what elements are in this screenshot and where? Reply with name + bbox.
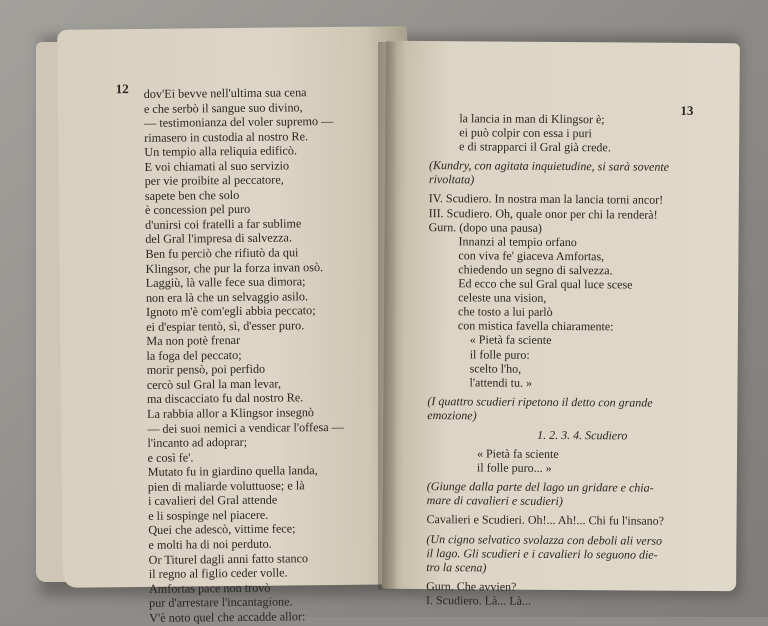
text-line: Laggiù, là valle fece sua dimora;: [145, 274, 306, 291]
open-book: [32, 22, 740, 625]
text-line: per vie proibite al peccatore,: [144, 172, 284, 189]
text-line: (I quattro scudieri ripetono il detto con grande: [427, 393, 653, 410]
quoted-refrain: [427, 446, 667, 476]
text-line: i cavalieri del Gral attende: [147, 492, 278, 509]
text-line: Innanzi al tempio orfano: [458, 234, 577, 249]
text-line: il folle puro:: [469, 346, 530, 362]
dialogue-lines: [426, 579, 666, 609]
text-line: Quei che adescò, vittime fece;: [148, 521, 296, 538]
text-line: dov'Ei bevve nell'ultima sua cena: [143, 85, 307, 101]
text-line: morir pensò, poi perfido: [146, 362, 266, 378]
text-line: la lancia in man di Klingsor è;: [459, 111, 605, 127]
stage-direction: [429, 158, 669, 188]
text-line: rivoltata): [428, 172, 475, 187]
right-page-number: 13: [680, 102, 694, 118]
speaker-heading: 1. 2. 3. 4. Scudiero: [537, 427, 628, 443]
right-page-text: [426, 111, 669, 609]
dialogue-lines: [429, 192, 669, 236]
text-line: e li sospinge nel piacere.: [148, 507, 269, 523]
text-line: Mutato fu in giardino quella landa,: [147, 463, 318, 480]
text-line: il folle puro... »: [476, 460, 552, 476]
text-line: d'unirsi coi fratelli a far sublime: [145, 216, 302, 232]
text-line: che tosto a lui parlò: [457, 304, 553, 320]
text-line: pur d'arrestare l'incantagione.: [149, 594, 293, 611]
text-line: non era là che un selvaggio asilo.: [145, 288, 309, 305]
text-line: tro la scena): [426, 559, 487, 575]
text-line: Un tempio alla reliquia edificò.: [144, 143, 298, 160]
text-line: (Un cigno selvatico svolazza con deboli ali verso: [426, 531, 663, 548]
text-line: e che serbò il sangue suo divino,: [143, 99, 303, 116]
book-gutter: [378, 42, 396, 590]
stage-direction: [426, 532, 666, 576]
text-line: scelto l'ho,: [469, 360, 522, 376]
text-line: è concession pel puro: [144, 202, 251, 218]
text-line: sapete ben che solo: [144, 187, 240, 203]
text-line: l'attendi tu. »: [469, 375, 533, 390]
text-line: la foga del peccato;: [146, 347, 242, 363]
stage-direction: [427, 394, 667, 424]
text-line: celeste una vision,: [458, 290, 547, 306]
text-line: E voi chiamati al suo servizio: [144, 158, 290, 174]
text-line: mare di cavalieri e scudieri): [426, 493, 563, 509]
text-line: Or Titurel dagli anni fatto stanco: [148, 550, 309, 567]
text-line: con viva fe' giaceva Amfortas,: [458, 248, 605, 264]
text-line: pien di maliarde voluttuose; e là: [147, 478, 305, 494]
text-line: (Kundry, con agitata inquietudine, si sarà sovente: [428, 158, 670, 175]
text-line: e così fe'.: [147, 450, 194, 465]
text-line: Klingsor, che pur la forza invan osò.: [145, 259, 324, 276]
text-line: chiedendo un segno di salvezza.: [458, 262, 613, 278]
text-line: Ignoto m'è com'egli abbia peccato;: [145, 303, 316, 320]
text-line: I. Scudiero. Là... Là...: [425, 592, 532, 608]
text-line: III. Scudiero. Oh, quale onor per chi la renderà!: [428, 205, 658, 222]
dialogue-line: Cavalieri e Scudieri. Oh!... Ah!... Chi fu l'insano?: [426, 512, 665, 529]
text-line: Gurn. (dopo una pausa): [428, 219, 542, 235]
verse-block: [428, 234, 669, 334]
text-line: del Gral l'impresa di salvezza.: [145, 230, 293, 247]
text-line: (Giunge dalla parte del lago un gridare e chia-: [426, 479, 654, 495]
text-line: e di strapparci il Gral già crede.: [459, 139, 611, 155]
text-line: Ma non potè frenar: [146, 333, 241, 349]
text-line: Ed ecco che sul Gral qual luce scese: [458, 276, 633, 292]
text-line: emozione): [427, 407, 477, 423]
right-page: [382, 41, 740, 608]
text-line: IV. Scudiero. In nostra man la lancia torni ancor!: [428, 191, 664, 208]
left-page-text: [144, 85, 346, 625]
stage-direction: [427, 479, 667, 509]
text-line: ei d'espiar tentò, sì, d'esser puro.: [146, 318, 305, 334]
text-line: Ben fu perciò che rifiutò da qui: [145, 245, 299, 261]
text-line: V'è noto quel che accadde allor:: [149, 608, 306, 625]
text-line: — testimonianza del voler supremo —: [143, 114, 334, 131]
text-line: ma discacciato fu dal nostro Re.: [146, 390, 304, 407]
verse-block: [429, 111, 669, 155]
text-line: e molti ha di noi perduto.: [148, 536, 272, 552]
text-line: La rabbia allor a Klingsor insegnò: [147, 405, 315, 421]
text-line: rimasero in custodia al nostro Re.: [144, 128, 309, 145]
quoted-vision: [427, 332, 667, 390]
left-page: [57, 26, 413, 625]
text-line: « Pietà fa sciente: [476, 446, 559, 462]
text-line: l'incanto ad adoprar;: [147, 435, 248, 451]
text-line: Amfortas pace non trovò: [148, 580, 271, 596]
text-line: « Pietà fa sciente: [469, 332, 552, 348]
text-line: Gurn. Che avvien?: [426, 578, 517, 594]
text-line: — dei suoi nemici a vendicar l'offesa —: [147, 419, 344, 436]
left-page-number: 12: [115, 81, 129, 97]
text-line: il regno al figlio ceder volle.: [148, 565, 288, 581]
text-line: cercò sul Gral la man levar,: [146, 376, 282, 392]
text-line: il lago. Gli scudieri e i cavalieri lo seguono die-: [426, 545, 658, 562]
text-line: con mistica favella chiaramente:: [457, 318, 614, 334]
text-line: ei può colpir con essa i puri: [459, 125, 592, 141]
